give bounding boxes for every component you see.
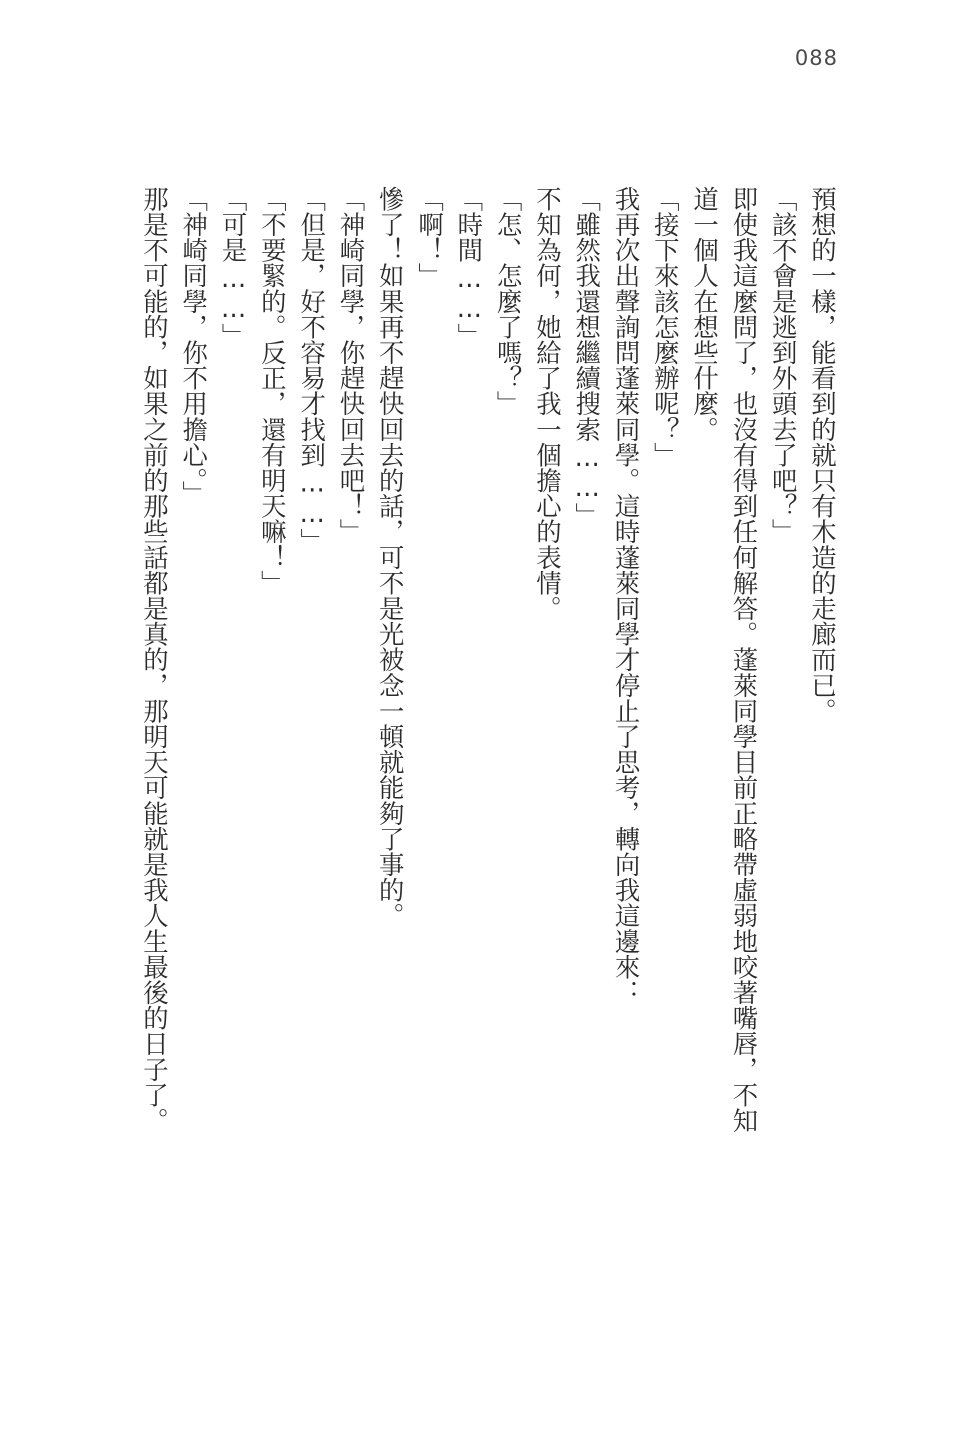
- text-line: 「神崎同學，你趕快回去吧！」: [336, 186, 367, 545]
- text-line: 「雖然我還想繼續搜索……」: [572, 186, 603, 528]
- text-line: 「不要緊的。反正，還有明天嘛！」: [257, 186, 288, 596]
- text-line: 預想的一樣，能看到的就只有木造的走廊而已。: [808, 186, 838, 724]
- text-line: 道一個人在想些什麼。: [690, 186, 721, 442]
- page-number: 088: [794, 46, 838, 70]
- text-line: 「但是，好不容易才找到……」: [297, 186, 328, 554]
- text-line: 即使我這麼問了，也沒有得到任何解答。蓬萊同學目前正略帶虛弱地咬著嘴唇，不知: [729, 186, 760, 1134]
- text-line: 那是不可能的，如果之前的那些話都是真的，那明天可能就是我人生最後的日子了。: [139, 186, 170, 1134]
- text-line: 「時間……」: [454, 186, 485, 349]
- text-line: 我再次出聲詢問蓬萊同學。這時蓬萊同學才停止了思考，轉向我這邊來：: [611, 186, 642, 1006]
- text-line: 「可是……」: [218, 186, 249, 349]
- body-text: [135, 186, 842, 1316]
- text-line: 「該不會是逃到外頭去了吧？」: [768, 186, 799, 545]
- text-line: 「怎、怎麼了嗎？」: [493, 186, 524, 417]
- text-line: 「神崎同學，你不用擔心。」: [179, 186, 210, 507]
- text-line: 「啊！」: [415, 186, 446, 289]
- text-line: 慘了！如果再不趕快回去的話，可不是光被念一頓就能夠了事的。: [375, 186, 406, 929]
- text-line: 不知為何，她給了我一個擔心的表情。: [532, 186, 563, 622]
- text-line: 「接下來該怎麼辦呢？」: [650, 186, 681, 468]
